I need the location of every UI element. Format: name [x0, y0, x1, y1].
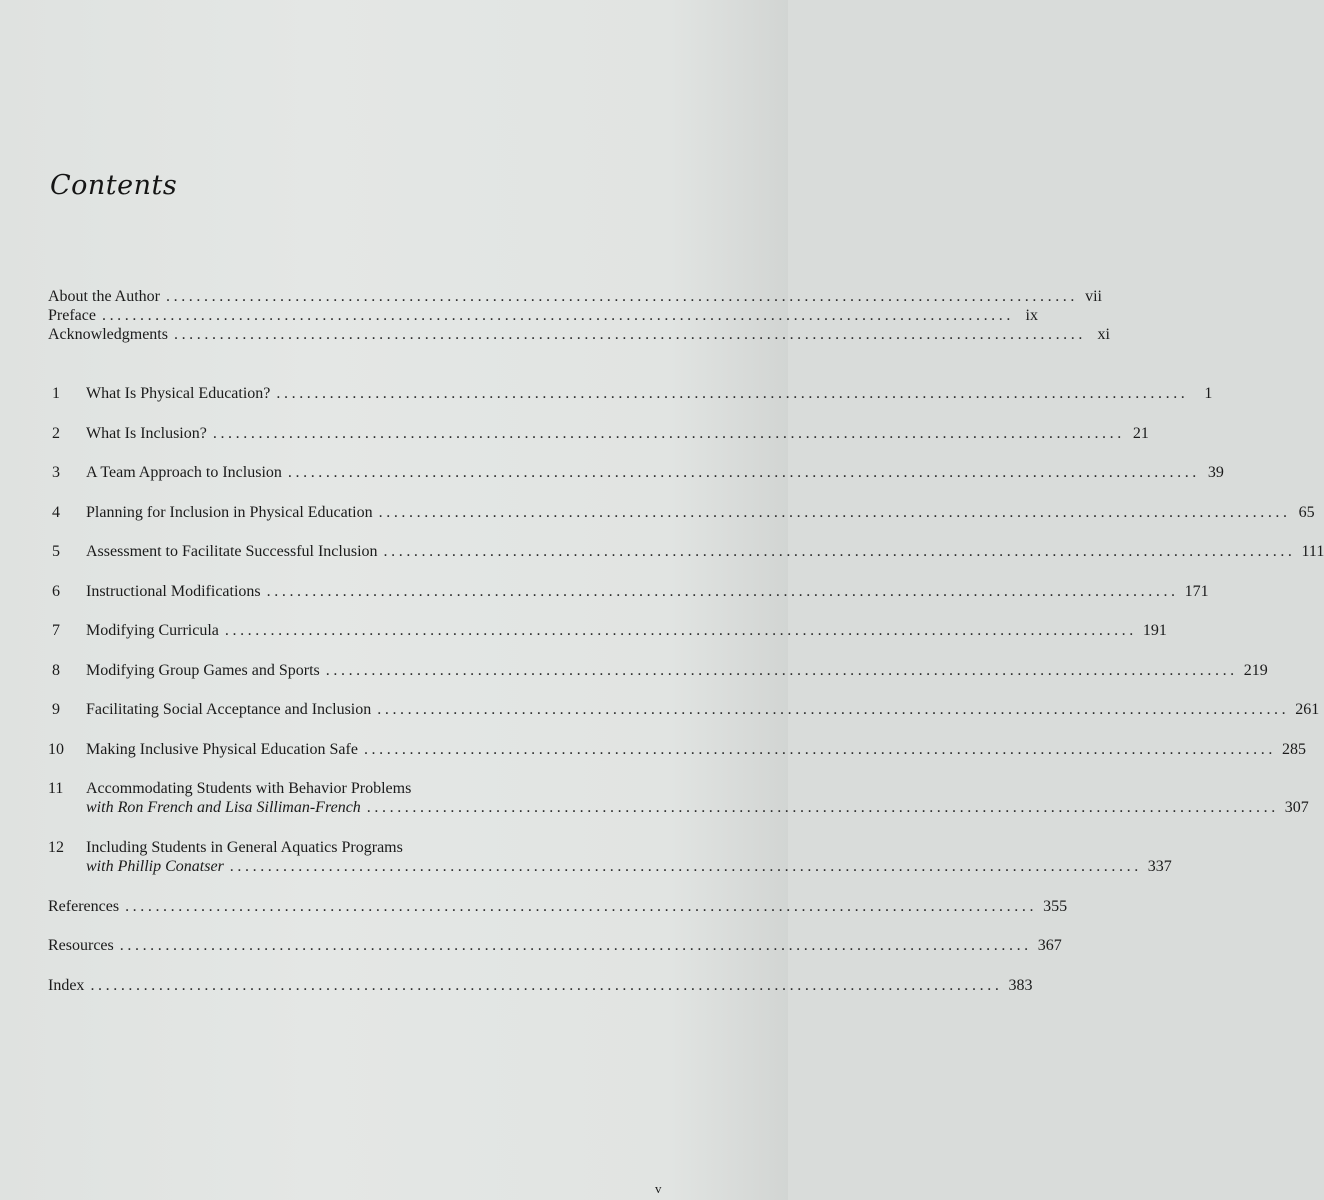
dot-leader: ........................................................................................................................ — [166, 288, 1078, 305]
dot-leader: ........................................................................................................................ — [119, 937, 1032, 954]
toc-chapter-7 — [48, 621, 1167, 641]
toc-chapter-3 — [48, 463, 1224, 483]
toc-chapter-11-contributors — [48, 798, 1309, 818]
dot-leader: ........................................................................................................................ — [90, 977, 1003, 994]
dot-leader: ........................................................................................................................ — [276, 385, 1189, 402]
toc-chapter-6 — [48, 582, 1209, 602]
dot-leader: ........................................................................................................................ — [325, 662, 1238, 679]
toc-entry-preface: Preface ........................................................................................................................ ix — [48, 307, 1038, 324]
page-number: xi — [1097, 326, 1110, 343]
toc-chapter-1 — [48, 384, 1213, 404]
chapter-contributors: with Phillip Conatser — [86, 858, 224, 875]
chapter-title: What Is Physical Education? — [86, 385, 271, 402]
dot-leader: ........................................................................................................................ — [378, 504, 1291, 521]
chapter-number: 5 — [52, 543, 60, 560]
chapter-number: 11 — [48, 780, 64, 797]
toc-chapter-11 — [48, 779, 411, 799]
dot-leader: ........................................................................................................................ — [363, 741, 1276, 758]
page-number: 367 — [1037, 937, 1062, 954]
chapter-title: Facilitating Social Acceptance and Inclusion — [86, 701, 372, 718]
chapter-title: Accommodating Students with Behavior Problems — [86, 780, 412, 797]
chapter-number: 1 — [52, 385, 60, 402]
chapter-number: 7 — [52, 622, 60, 639]
chapter-number: 10 — [48, 741, 64, 758]
dot-leader: ........................................................................................................................ — [287, 464, 1200, 481]
toc-chapter-10 — [48, 740, 1306, 760]
page-number: ix — [1025, 307, 1038, 324]
dot-leader: ........................................................................................................................ — [266, 583, 1179, 600]
toc-chapter-9 — [48, 700, 1320, 720]
toc-chapter-12 — [48, 838, 403, 858]
chapter-number: 2 — [52, 425, 60, 442]
page-number: 383 — [1008, 977, 1033, 994]
toc-chapter-5 — [48, 542, 1324, 562]
chapter-title: Modifying Curricula — [86, 622, 219, 639]
chapter-title: A Team Approach to Inclusion — [86, 464, 282, 481]
toc-entry-index: Index ........................................................................................................................ 383 — [48, 977, 1033, 994]
chapter-title: What Is Inclusion? — [86, 425, 207, 442]
dot-leader: ........................................................................................................................ — [229, 858, 1142, 875]
page-number: 355 — [1043, 898, 1068, 915]
chapter-number: 12 — [48, 839, 64, 856]
page-number: 285 — [1281, 741, 1306, 758]
chapter-title: Including Students in General Aquatics Programs — [86, 839, 403, 856]
toc-entry-acknowledgments: Acknowledgments ........................................................................................................................ xi — [48, 326, 1110, 343]
page-number: 261 — [1295, 701, 1320, 718]
toc-chapter-2 — [48, 424, 1149, 444]
page-number: vii — [1085, 288, 1102, 305]
chapter-number: 4 — [52, 504, 60, 521]
toc-chapter-12-contributors — [48, 857, 1172, 877]
page-number: 191 — [1142, 622, 1167, 639]
chapter-title: Making Inclusive Physical Education Safe — [86, 741, 358, 758]
toc-entry-resources: Resources ........................................................................................................................ 367 — [48, 937, 1062, 954]
dot-leader: ........................................................................................................................ — [377, 701, 1290, 718]
toc-entry-about-the-author: About the Author ........................................................................................................................ vii — [48, 288, 1102, 305]
page-number: 21 — [1132, 425, 1149, 442]
chapter-title: Planning for Inclusion in Physical Education — [86, 504, 373, 521]
chapter-number: 3 — [52, 464, 60, 481]
toc-chapter-4 — [48, 503, 1315, 523]
chapter-title: Instructional Modifications — [86, 583, 261, 600]
page-number: 39 — [1207, 464, 1224, 481]
page-folio: v — [655, 1181, 662, 1196]
dot-leader: ........................................................................................................................ — [125, 898, 1038, 915]
toc-chapter-8 — [48, 661, 1268, 681]
chapter-number: 6 — [52, 583, 60, 600]
page-number: 171 — [1184, 583, 1209, 600]
chapter-title: Modifying Group Games and Sports — [86, 662, 320, 679]
page-number: 111 — [1301, 543, 1324, 560]
chapter-contributors: with Ron French and Lisa Silliman-French — [86, 799, 361, 816]
dot-leader: ........................................................................................................................ — [173, 326, 1086, 343]
dot-leader: ........................................................................................................................ — [224, 622, 1137, 639]
page-number: 307 — [1284, 799, 1309, 816]
dot-leader: ........................................................................................................................ — [212, 425, 1125, 442]
chapter-number: 9 — [52, 701, 60, 718]
page-number: 337 — [1147, 858, 1172, 875]
page-number: 1 — [1204, 385, 1213, 402]
toc-entry-references: References ........................................................................................................................ 355 — [48, 898, 1068, 915]
chapter-title: Assessment to Facilitate Successful Inclusion — [86, 543, 378, 560]
page-number: 219 — [1243, 662, 1268, 679]
page-title: Contents — [50, 170, 178, 201]
dot-leader: ........................................................................................................................ — [366, 799, 1279, 816]
dot-leader: ........................................................................................................................ — [101, 307, 1014, 324]
page-number: 65 — [1298, 504, 1315, 521]
chapter-number: 8 — [52, 662, 60, 679]
dot-leader: ........................................................................................................................ — [383, 543, 1296, 560]
